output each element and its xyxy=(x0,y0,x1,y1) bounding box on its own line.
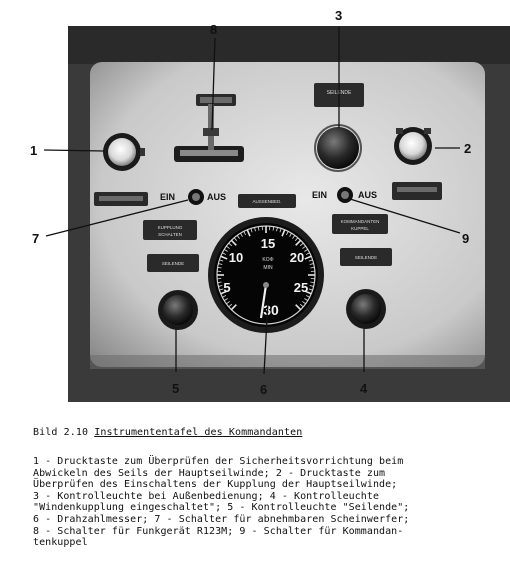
gauge-subunit: MIN xyxy=(263,265,273,271)
scale-10: 10 xyxy=(228,250,244,265)
test-button-coupling[interactable] xyxy=(394,127,432,165)
switch-left-off-label: AUS xyxy=(207,192,227,202)
svg-text:KUPPEL: KUPPEL xyxy=(351,226,369,231)
tachometer xyxy=(208,217,324,333)
switch-left-on-label: EIN xyxy=(160,192,176,202)
rope-end-lamp xyxy=(158,290,198,330)
gauge-unit: KOΦ xyxy=(262,257,274,263)
switch-right-off-label: AUS xyxy=(358,190,378,200)
figure-number: Bild 2.10 xyxy=(33,427,89,438)
lower-left-plate xyxy=(147,254,199,272)
svg-text:SCHALTEN: SCHALTEN xyxy=(158,232,182,237)
legend-line: 6 - Drahzahlmesser; 7 - Schalter für abnehmbaren Scheinwerfer; xyxy=(33,513,410,525)
callout-7: 7 xyxy=(32,231,40,246)
legend-line: Überprüfen des Einschaltens der Kupplung der Hauptseilwinde; xyxy=(33,479,398,491)
lower-right-plate xyxy=(340,248,392,266)
panel-bottom-shadow xyxy=(90,355,485,369)
callout-5: 5 xyxy=(172,381,180,396)
callout-3: 3 xyxy=(335,8,343,23)
figure-title: Instrumententafel des Kommandanten xyxy=(94,427,303,438)
right-label-plate-a xyxy=(392,182,442,200)
callout-1: 1 xyxy=(30,143,38,158)
callout-8: 8 xyxy=(210,22,218,37)
legend-line: 8 - Schalter für Funkgerät R123M; 9 - Schalter für Kommandan- xyxy=(33,525,404,537)
figure-caption xyxy=(33,427,302,438)
scale-25: 25 xyxy=(293,280,309,295)
callout-2: 2 xyxy=(464,141,472,156)
callout-4: 4 xyxy=(360,381,368,396)
callout-9: 9 xyxy=(462,231,470,246)
left-label-plate-a xyxy=(94,192,148,206)
figure-legend xyxy=(33,456,503,549)
legend-line: 3 - Kontrolleuchte bei Außenbedienung; 4 - Kontrolleuchte xyxy=(33,490,380,502)
scale-30: 30 xyxy=(263,302,279,318)
winch-coupling-lamp xyxy=(346,289,386,329)
svg-text:SEILENDE: SEILENDE xyxy=(161,261,185,266)
scale-5: 5 xyxy=(223,280,231,295)
svg-text:SEILENDE: SEILENDE xyxy=(354,255,378,260)
legend-line: Abwickeln des Seils der Hauptseilwinde; 2 - Drucktaste zum xyxy=(33,467,386,479)
scale-15: 15 xyxy=(260,236,276,251)
coupling-plate xyxy=(143,220,197,240)
legend-line: "Windenkupplung eingeschaltet"; 5 - Kontrolleuchte "Seilende"; xyxy=(33,502,410,514)
cupola-plate xyxy=(332,214,388,234)
svg-text:AUSSENBED.: AUSSENBED. xyxy=(252,199,282,204)
photo-top-dark xyxy=(68,26,510,64)
svg-text:KOMMANDANTEN: KOMMANDANTEN xyxy=(340,219,380,224)
legend-line: 1 - Drucktaste zum Überprüfen der Sicherheitsvorrichtung beim xyxy=(33,456,404,467)
top-center-plate xyxy=(196,94,236,106)
switch-right-on-label: EIN xyxy=(312,190,328,200)
legend-line: tenkuppel xyxy=(33,537,88,549)
top-right-plate-text: SEILENDE xyxy=(326,90,352,96)
center-plate xyxy=(238,194,296,208)
scale-20: 20 xyxy=(289,250,305,265)
svg-text:KUPPLUNG: KUPPLUNG xyxy=(157,225,183,230)
callout-6: 6 xyxy=(260,382,268,397)
external-control-lamp xyxy=(315,125,361,171)
